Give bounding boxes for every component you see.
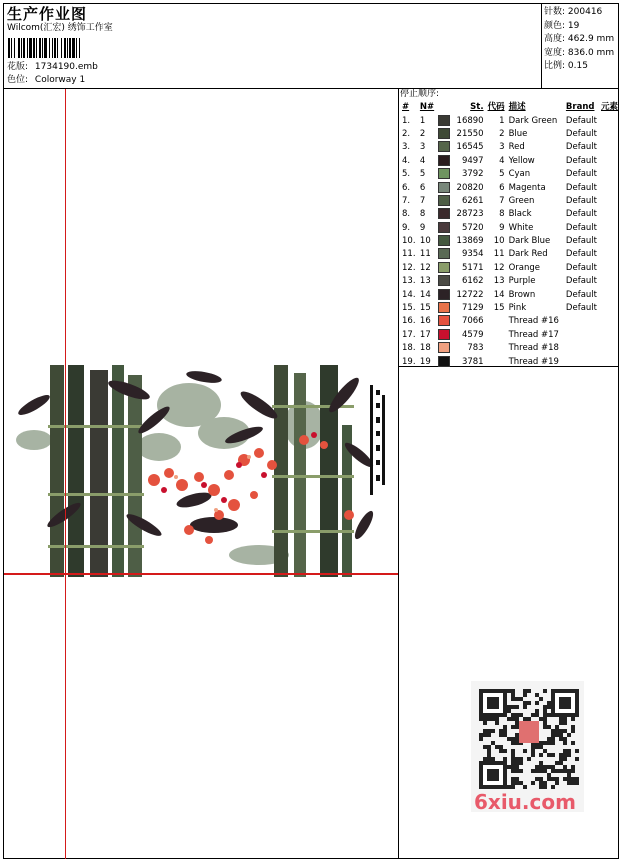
row-element — [599, 114, 620, 127]
row-index: 4. — [402, 155, 411, 166]
row-brand: Default — [565, 276, 597, 287]
row-swatch — [436, 315, 452, 328]
row-stitches: 3781 — [461, 356, 484, 367]
row-stitches: 12722 — [456, 289, 484, 300]
stats-divider — [541, 3, 542, 88]
table-row — [400, 235, 620, 248]
row-code: 5 — [499, 169, 505, 180]
row-brand: Default — [565, 169, 597, 180]
row-swatch — [436, 222, 452, 235]
row-brand: Default — [565, 289, 597, 300]
row-code — [486, 329, 507, 342]
table-row — [400, 195, 620, 208]
row-swatch — [436, 155, 452, 168]
row-needle: 1 — [419, 115, 426, 126]
row-swatch — [436, 342, 452, 355]
table-row — [400, 114, 620, 127]
row-stitches: 783 — [467, 343, 484, 354]
color-swatch — [438, 195, 450, 206]
color-swatch — [438, 168, 450, 179]
design-row — [7, 61, 98, 74]
row-description: Red — [508, 142, 525, 153]
col-element: 元素 — [600, 102, 618, 113]
row-brand: Default — [565, 236, 597, 247]
color-swatch — [438, 222, 450, 233]
row-index: 6. — [402, 182, 411, 193]
row-stitches: 9354 — [461, 249, 484, 260]
vertical-guide-line — [65, 89, 66, 859]
table-row — [400, 208, 620, 221]
row-index: 2. — [402, 128, 411, 139]
row-brand — [564, 342, 599, 355]
color-swatch — [438, 262, 450, 273]
row-needle: 7 — [419, 195, 426, 206]
row-code: 6 — [499, 182, 505, 193]
row-element — [599, 235, 620, 248]
row-needle: 3 — [419, 142, 426, 153]
row-index: 8. — [402, 209, 411, 220]
row-stitches: 6162 — [461, 276, 484, 287]
row-brand: Default — [565, 115, 597, 126]
row-swatch — [436, 329, 452, 342]
color-swatch — [438, 315, 450, 326]
row-description: Blue — [508, 128, 528, 139]
row-code — [486, 315, 507, 328]
row-description: Cyan — [508, 169, 531, 180]
table-row — [400, 342, 620, 355]
row-stitches: 16545 — [456, 142, 484, 153]
row-index: 1. — [402, 115, 411, 126]
row-description: Thread #17 — [508, 329, 559, 340]
row-swatch — [436, 302, 452, 315]
row-stitches: 21550 — [456, 128, 484, 139]
row-brand: Default — [565, 128, 597, 139]
row-element — [599, 355, 620, 368]
row-code: 2 — [499, 128, 505, 139]
row-index: 12. — [402, 262, 416, 273]
col-needle: N# — [419, 102, 435, 113]
row-code: 12 — [493, 262, 505, 273]
table-row — [400, 222, 620, 235]
col-stitches: St. — [470, 102, 484, 113]
row-element — [599, 262, 620, 275]
sequence-divider — [398, 88, 399, 859]
row-brand: Default — [565, 182, 597, 193]
row-description: Green — [508, 195, 535, 206]
table-row — [400, 155, 620, 168]
row-needle: 2 — [419, 128, 426, 139]
row-stitches: 9497 — [461, 155, 484, 166]
colorway-row — [7, 74, 85, 87]
row-index: 13. — [402, 276, 416, 287]
row-index: 7. — [402, 195, 411, 206]
row-element — [599, 168, 620, 181]
design-label: 花版: — [7, 62, 29, 72]
row-stitches: 28723 — [456, 209, 484, 220]
row-brand — [564, 315, 599, 328]
color-swatch — [438, 115, 450, 126]
row-brand — [564, 329, 599, 342]
row-description: Thread #19 — [508, 356, 559, 367]
row-swatch — [436, 355, 452, 368]
row-needle: 13 — [419, 276, 431, 287]
row-code: 10 — [493, 236, 505, 247]
row-needle: 19 — [419, 356, 431, 367]
table-header-row — [400, 101, 620, 114]
row-brand: Default — [565, 195, 597, 206]
row-index: 16. — [402, 316, 416, 327]
row-needle: 15 — [419, 303, 431, 314]
row-swatch — [436, 141, 452, 154]
row-element — [599, 288, 620, 301]
row-element — [599, 141, 620, 154]
row-stitches: 5171 — [461, 262, 484, 273]
row-index: 5. — [402, 169, 411, 180]
row-needle: 16 — [419, 316, 431, 327]
row-swatch — [436, 235, 452, 248]
row-brand: Default — [565, 262, 597, 273]
row-swatch — [436, 181, 452, 194]
row-swatch — [436, 114, 452, 127]
row-swatch — [436, 195, 452, 208]
table-row — [400, 181, 620, 194]
row-element — [599, 315, 620, 328]
table-row — [400, 315, 620, 328]
color-swatch — [438, 141, 450, 152]
row-index: 10. — [402, 236, 416, 247]
row-swatch — [436, 208, 452, 221]
row-needle: 10 — [419, 236, 431, 247]
artwork — [4, 365, 398, 577]
color-swatch — [438, 155, 450, 166]
row-element — [599, 128, 620, 141]
row-stitches: 20820 — [456, 182, 484, 193]
row-brand: Default — [565, 249, 597, 260]
table-row — [400, 302, 620, 315]
row-brand — [564, 355, 599, 368]
color-swatch — [438, 235, 450, 246]
row-description: Magenta — [508, 182, 546, 193]
color-swatch — [438, 248, 450, 259]
col-index: # — [402, 102, 410, 113]
row-element — [599, 222, 620, 235]
row-index: 9. — [402, 222, 411, 233]
row-index: 17. — [402, 329, 416, 340]
table-row — [400, 168, 620, 181]
table-row — [400, 262, 620, 275]
row-code: 8 — [499, 209, 505, 220]
row-stitches: 6261 — [461, 195, 484, 206]
row-stitches: 13869 — [456, 236, 484, 247]
color-swatch — [438, 208, 450, 219]
row-stitches: 5720 — [461, 222, 484, 233]
horizontal-guide-line — [4, 573, 398, 574]
row-code: 7 — [499, 195, 505, 206]
row-code: 4 — [499, 155, 505, 166]
color-swatch — [438, 182, 450, 193]
row-stitches: 7129 — [461, 303, 484, 314]
row-code: 11 — [493, 249, 505, 260]
row-brand: Default — [565, 222, 597, 233]
row-stitches: 7066 — [461, 316, 484, 327]
row-needle: 9 — [419, 222, 426, 233]
row-element — [599, 329, 620, 342]
color-swatch — [438, 356, 450, 367]
table-row — [400, 288, 620, 301]
row-brand: Default — [565, 209, 597, 220]
row-element — [599, 342, 620, 355]
row-code: 9 — [499, 222, 505, 233]
row-description: Thread #16 — [508, 316, 559, 327]
row-description: Dark Green — [508, 115, 558, 126]
row-index: 15. — [402, 303, 416, 314]
row-description: Dark Red — [508, 249, 548, 260]
row-code — [486, 342, 507, 355]
design-preview — [4, 89, 398, 859]
color-swatch — [438, 329, 450, 340]
row-brand: Default — [565, 303, 597, 314]
row-element — [599, 275, 620, 288]
row-needle: 14 — [419, 289, 431, 300]
colorway-label: 色位: — [7, 75, 29, 85]
row-needle: 5 — [419, 169, 426, 180]
row-element — [599, 195, 620, 208]
watermark-logo: 6xiu.com — [474, 790, 576, 814]
stat-scale: 比例: 0.15 — [544, 61, 588, 71]
row-description: Thread #18 — [508, 343, 559, 354]
row-description: Black — [508, 209, 532, 220]
row-code: 1 — [499, 115, 505, 126]
color-swatch — [438, 289, 450, 300]
row-index: 11. — [402, 249, 416, 260]
row-element — [599, 248, 620, 261]
row-swatch — [436, 128, 452, 141]
row-element — [599, 155, 620, 168]
row-brand: Default — [565, 155, 597, 166]
table-row — [400, 248, 620, 261]
row-stitches: 4579 — [461, 329, 484, 340]
row-stitches: 3792 — [461, 169, 484, 180]
sequence-title: 停止顺序: — [400, 89, 440, 99]
color-swatch — [438, 302, 450, 313]
row-code — [486, 355, 507, 368]
row-needle: 11 — [419, 249, 431, 260]
row-code: 14 — [493, 289, 505, 300]
row-swatch — [436, 168, 452, 181]
page-title: 生产作业图 — [7, 5, 88, 23]
row-needle: 4 — [419, 155, 426, 166]
row-swatch — [436, 248, 452, 261]
stat-height: 高度: 462.9 mm — [544, 34, 615, 44]
row-description: Yellow — [508, 155, 535, 166]
baseline — [4, 574, 398, 575]
stat-width: 宽度: 836.0 mm — [544, 47, 615, 58]
color-swatch — [438, 128, 450, 139]
row-swatch — [436, 288, 452, 301]
stats-panel — [544, 6, 614, 74]
row-swatch — [436, 262, 452, 275]
barcode — [8, 38, 142, 58]
row-code: 13 — [493, 276, 505, 287]
table-row — [400, 128, 620, 141]
row-index: 3. — [402, 142, 411, 153]
row-code: 15 — [493, 303, 505, 314]
row-index: 18. — [402, 343, 416, 354]
row-needle: 12 — [419, 262, 431, 273]
row-description: Brown — [508, 289, 536, 300]
colorway-value: Colorway 1 — [34, 75, 86, 85]
row-description: Dark Blue — [508, 236, 551, 247]
row-description: Orange — [508, 262, 540, 273]
calligraphy-inscription — [370, 385, 385, 495]
col-description: 描述 — [508, 102, 526, 113]
design-file: 1734190.emb — [34, 62, 98, 72]
color-swatch — [438, 342, 450, 353]
row-needle: 17 — [419, 329, 431, 340]
row-needle: 18 — [419, 343, 431, 354]
color-sequence-table — [400, 101, 620, 369]
row-swatch — [436, 275, 452, 288]
stat-stitches: 针数: 200416 — [544, 7, 603, 17]
row-needle: 8 — [419, 209, 426, 220]
qr-code-image — [471, 681, 584, 791]
row-description: White — [508, 222, 534, 233]
table-row — [400, 329, 620, 342]
row-index: 14. — [402, 289, 416, 300]
stat-colors: 颜色: 19 — [544, 20, 580, 31]
row-description: Pink — [508, 303, 527, 314]
row-stitches: 16890 — [456, 115, 484, 126]
row-description: Purple — [508, 276, 536, 287]
col-code: 代码 — [487, 102, 505, 113]
col-brand: Brand — [565, 102, 595, 113]
row-element — [599, 181, 620, 194]
table-row — [400, 141, 620, 154]
row-element — [599, 302, 620, 315]
row-brand: Default — [565, 142, 597, 153]
row-index: 19. — [402, 356, 416, 367]
table-row — [400, 275, 620, 288]
table-row — [400, 355, 620, 368]
color-swatch — [438, 275, 450, 286]
row-needle: 6 — [419, 182, 426, 193]
software-name: Wilcom(汇宏) 绣饰工作室 — [7, 23, 113, 33]
row-element — [599, 208, 620, 221]
row-code: 3 — [499, 142, 505, 153]
